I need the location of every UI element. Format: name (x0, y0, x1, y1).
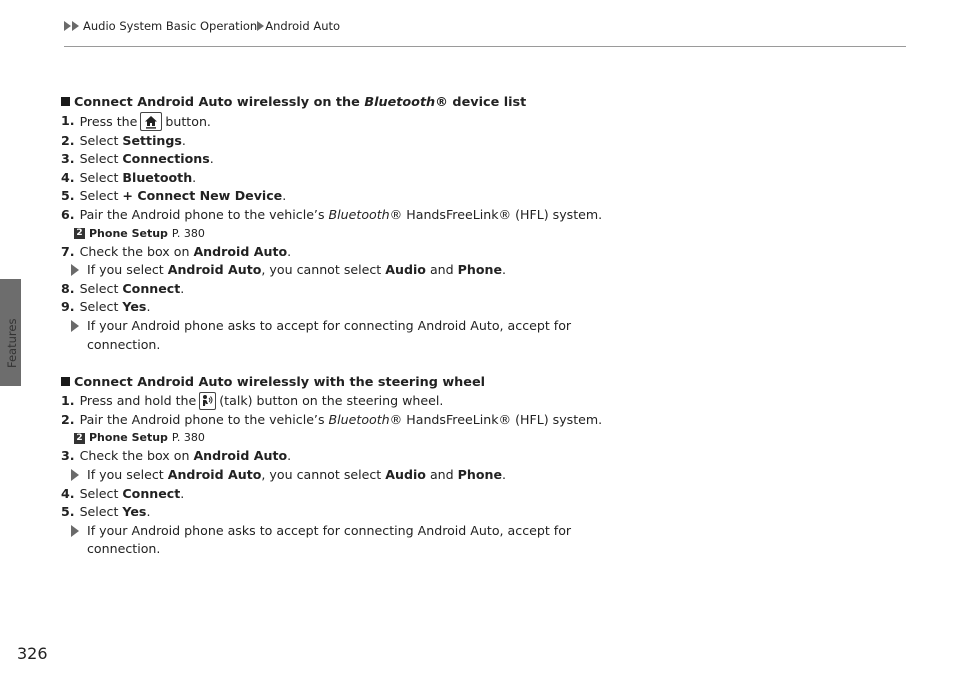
page-content (61, 93, 661, 559)
breadcrumb (64, 19, 340, 33)
step-item: 4. Select Connect. (61, 485, 185, 501)
breadcrumb-arrow-icon (64, 21, 71, 31)
side-tab-label: Features (5, 318, 19, 368)
breadcrumb-item-audio-system[interactable]: Audio System Basic Operation (83, 19, 258, 33)
breadcrumb-arrow-icon (72, 21, 79, 31)
header-divider (64, 46, 906, 47)
section-heading-steering-wheel: Connect Android Auto wirelessly with the steering wheel (61, 373, 661, 392)
note-arrow-icon (71, 320, 79, 332)
step-item: 2. Pair the Android phone to the vehicle’s Bluetooth® HandsFreeLink® (HFL) system. (61, 411, 603, 427)
reference-page: P. 380 (171, 226, 205, 240)
reference-link[interactable]: Phone Setup (89, 431, 168, 445)
reference-icon: 2 (74, 228, 85, 239)
step-item: 3. Select Connections. (61, 151, 214, 167)
step-note: If you select Android Auto, you cannot select Audio and Phone. (61, 261, 661, 280)
breadcrumb-item-android-auto[interactable]: Android Auto (265, 19, 341, 33)
step-item: 6. Pair the Android phone to the vehicle’s Bluetooth® HandsFreeLink® (HFL) system. (61, 206, 603, 222)
breadcrumb-arrow-icon (257, 21, 264, 31)
section-heading-bluetooth-list: Connect Android Auto wirelessly on the Bluetooth® device list (61, 93, 661, 112)
cross-reference[interactable] (61, 225, 661, 243)
note-arrow-icon (71, 264, 79, 276)
reference-icon: 2 (74, 433, 85, 444)
step-item: 2. Select Settings. (61, 132, 186, 148)
reference-link[interactable]: Phone Setup (89, 226, 168, 240)
cross-reference[interactable] (61, 429, 661, 447)
step-item: 8. Select Connect. (61, 280, 185, 296)
step-item: 9. Select Yes. (61, 299, 151, 315)
step-item: 5. Select + Connect New Device. (61, 188, 287, 204)
step-item: 5. Select Yes. (61, 504, 151, 520)
step-item: 3. Check the box on Android Auto. (61, 448, 292, 464)
home-button-icon (140, 112, 162, 131)
reference-page: P. 380 (171, 431, 205, 445)
step-note: If your Android phone asks to accept for connecting Android Auto, accept for connection. (61, 317, 661, 354)
page-number: 326 (17, 644, 48, 663)
step-item: 1. Press and hold the (talk) button on the steering wheel. (61, 393, 444, 409)
step-item: 4. Select Bluetooth. (61, 169, 197, 185)
square-bullet-icon (61, 97, 70, 106)
square-bullet-icon (61, 377, 70, 386)
talk-button-icon (199, 392, 216, 410)
note-arrow-icon (71, 469, 79, 481)
note-arrow-icon (71, 525, 79, 537)
step-item: 1. Press the button. (61, 113, 211, 129)
step-note: If your Android phone asks to accept for connecting Android Auto, accept for connection. (61, 522, 661, 559)
step-item: 7. Check the box on Android Auto. (61, 243, 292, 259)
step-note: If you select Android Auto, you cannot select Audio and Phone. (61, 466, 661, 485)
